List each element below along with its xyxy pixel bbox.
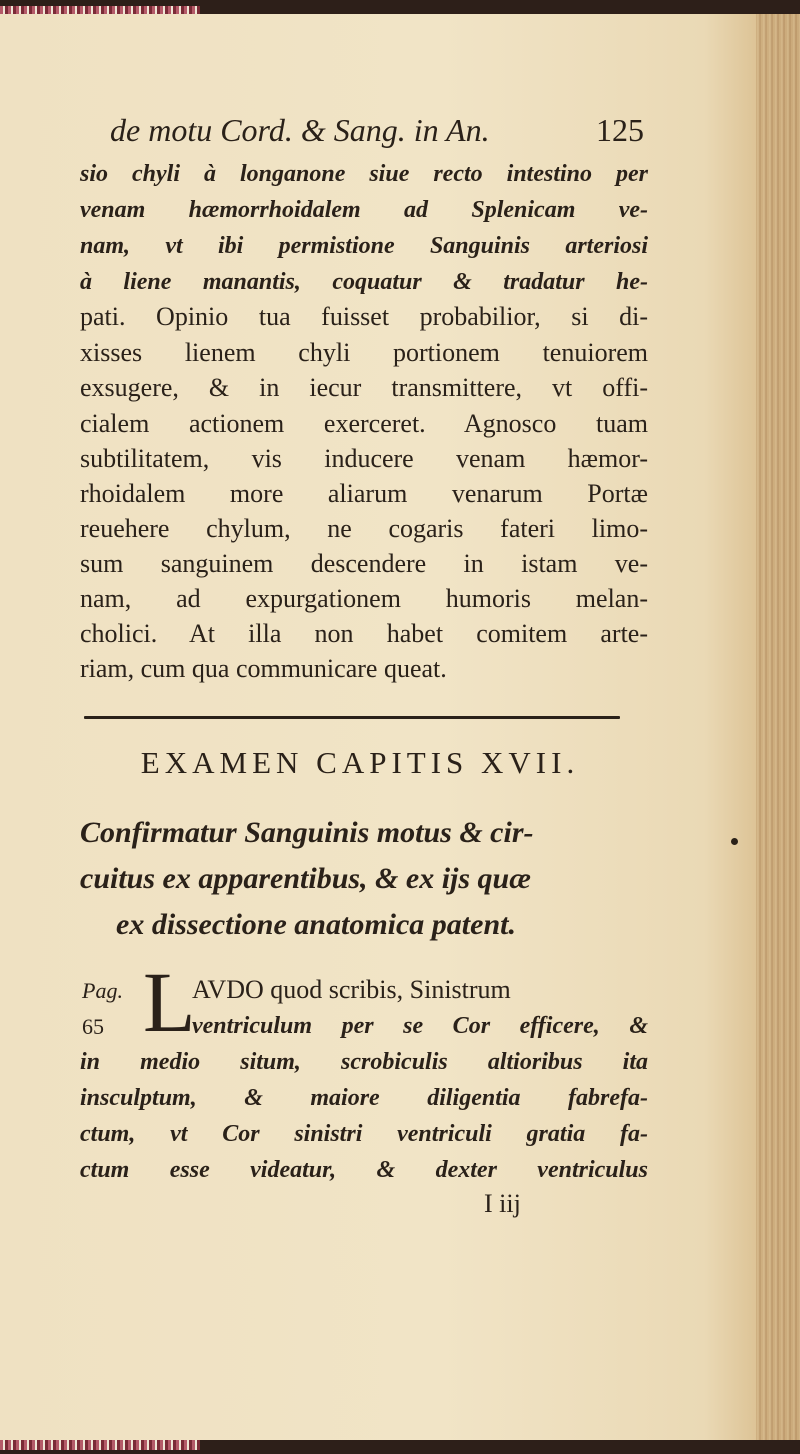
text-line: exsugere, & in iecur transmittere, vt offi- [80,373,648,402]
text-line: à liene manantis, coquatur & tradatur he- [80,269,648,295]
section-subtitle-line: cuitus ex apparentibus, & ex ijs quæ [80,862,531,895]
signature-mark: I iij [484,1189,521,1218]
ink-mark [731,838,738,845]
section-subtitle-line: Confirmatur Sanguinis motus & cir- [80,816,534,849]
text-line: cialem actionem exerceret. Agnosco tuam [80,409,648,438]
section-title: EXAMEN CAPITIS XVII. [140,745,580,780]
text-line: insculptum, & maiore diligentia fabrefa- [80,1085,648,1111]
text-line: in medio situm, scrobiculis altioribus ita [80,1049,648,1075]
text-line: AVDO quod scribis, Sinistrum [192,975,511,1004]
page-edge [756,14,800,1442]
section-divider-rule [84,716,620,719]
running-head [110,112,650,149]
text-line: xisses lienem chyli portionem tenuiorem [80,338,648,367]
section-subtitle-line: ex dissectione anatomica patent. [116,908,516,941]
text-line: sum sanguinem descendere in istam ve- [80,549,648,578]
text-line: subtilitatem, vis inducere venam hæmor- [80,444,648,473]
text-line: reuehere chylum, ne cogaris fateri limo- [80,514,648,543]
text-line: ctum, vt Cor sinistri ventriculi gratia fa- [80,1121,648,1147]
text-line: riam, cum qua communicare queat. [80,654,447,683]
text-line: cholici. At illa non habet comitem arte- [80,619,648,648]
headband-bottom [0,1440,200,1450]
text-line: nam, ad expurgationem humoris melan- [80,584,648,613]
text-line: nam, vt ibi permistione Sanguinis arteriosi [80,233,648,259]
drop-cap: L [143,954,196,1050]
text-line: ventriculum per se Cor efficere, & [192,1013,648,1039]
text-line: sio chyli à longanone siue recto intestino per [80,161,648,187]
text-line: ctum esse videatur, & dexter ventriculus [80,1157,648,1183]
margin-note-label: Pag. [82,978,123,1003]
text-line: pati. Opinio tua fuisset probabilior, si di- [80,302,648,331]
page-number: 125 [596,112,644,148]
running-head-title: de motu Cord. & Sang. in An. [110,112,490,148]
text-line: venam hæmorrhoidalem ad Splenicam ve- [80,197,648,223]
margin-note-page: 65 [82,1014,104,1039]
text-line: rhoidalem more aliarum venarum Portæ [80,479,648,508]
